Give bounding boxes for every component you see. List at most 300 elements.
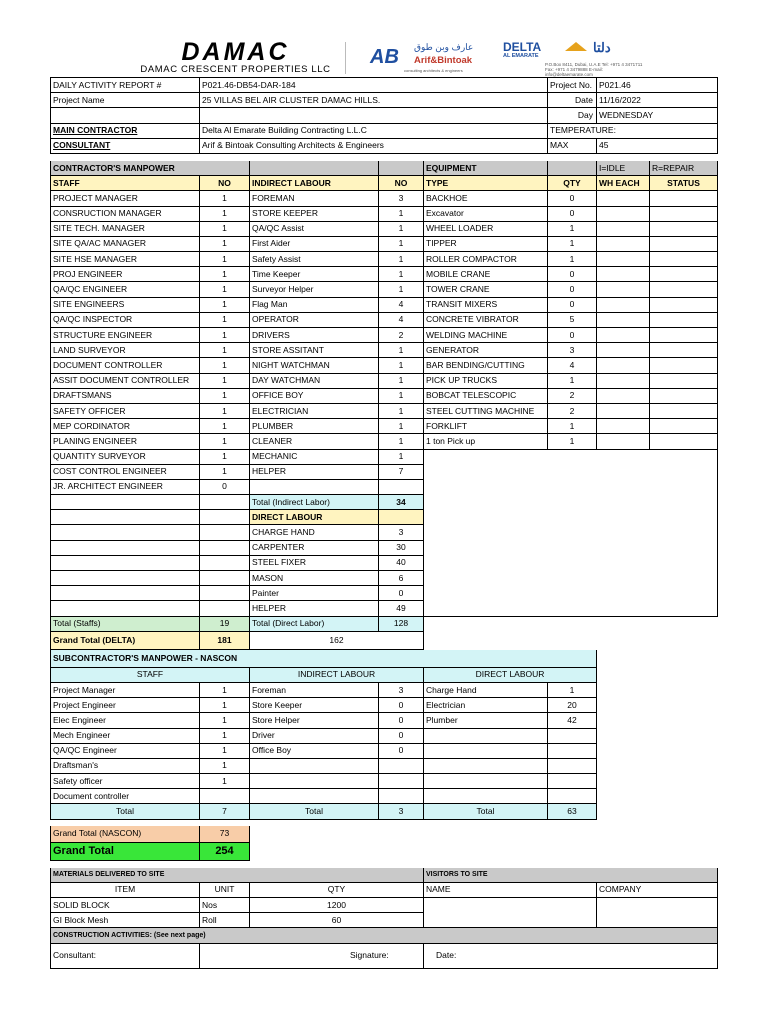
sub-staff-count — [200, 789, 250, 804]
material-qty: 1200 — [250, 898, 424, 913]
visitor-company-cell — [597, 898, 718, 928]
sub-staff-role: Safety officer — [51, 774, 200, 789]
manpower-row — [51, 419, 718, 434]
equipment-wh-each — [597, 221, 650, 236]
indirect-count: 1 — [379, 449, 424, 464]
equipment-wh-each — [597, 403, 650, 418]
grand-total-nascon-value: 73 — [200, 825, 250, 842]
subcontractor-row — [51, 774, 718, 789]
equipment-type-header: TYPE — [424, 176, 548, 191]
sub-staff-role: Elec Engineer — [51, 713, 200, 728]
sub-staff-role: Document controller — [51, 789, 200, 804]
staff-count: 1 — [200, 312, 250, 327]
equipment-type: GENERATOR — [424, 343, 548, 358]
total-staffs-value: 19 — [200, 616, 250, 631]
project-name-value: 25 VILLAS BEL AIR CLUSTER DAMAC HILLS. — [200, 93, 548, 108]
indirect-role: CLEANER — [250, 434, 379, 449]
material-row — [51, 898, 718, 913]
equipment-qty: 3 — [548, 343, 597, 358]
staff-count: 1 — [200, 403, 250, 418]
equipment-status — [650, 419, 718, 434]
sub-direct-count: 1 — [548, 682, 597, 697]
sub-indirect-role: Driver — [250, 728, 379, 743]
indirect-role: NIGHT WATCHMAN — [250, 358, 379, 373]
ab-tagline: consulting architects & engineers — [404, 68, 463, 73]
indirect-role: OPERATOR — [250, 312, 379, 327]
signoff-date-label: Date: — [424, 943, 718, 968]
equipment-status — [650, 312, 718, 327]
equipment-qty: 5 — [548, 312, 597, 327]
sub-indirect-count: 0 — [379, 728, 424, 743]
material-unit: Nos — [200, 898, 250, 913]
equipment-type: BAR BENDING/CUTTING — [424, 358, 548, 373]
qty-header: QTY — [250, 882, 424, 897]
total-indirect-label: Total (Indirect Labor) — [250, 495, 379, 510]
direct-role: STEEL FIXER — [250, 555, 379, 570]
direct-count: 0 — [379, 586, 424, 601]
day-value: WEDNESDAY — [597, 108, 718, 123]
daily-activity-report-table — [50, 77, 718, 969]
staff-role: SITE HSE MANAGER — [51, 252, 200, 267]
manpower-row — [51, 206, 718, 221]
equipment-type: Excavator — [424, 206, 548, 221]
consultant-value: Arif & Bintoak Consulting Architects & Engineers — [200, 138, 548, 153]
report-number-row — [51, 78, 718, 93]
indirect-count: 7 — [379, 464, 424, 479]
equipment-type: TIPPER — [424, 236, 548, 251]
indirect-role: QA/QC Assist — [250, 221, 379, 236]
project-no-value: P021.46 — [597, 78, 718, 93]
delta-subname: AL EMARATE — [503, 53, 539, 59]
damac-logo — [128, 40, 343, 76]
equipment-wh-each — [597, 328, 650, 343]
sub-total-staff-value: 7 — [200, 804, 250, 819]
manpower-row — [51, 373, 718, 388]
equipment-status — [650, 403, 718, 418]
direct-count: 6 — [379, 571, 424, 586]
staff-count: 1 — [200, 221, 250, 236]
staff-role: MEP CORDINATOR — [51, 419, 200, 434]
manpower-row — [51, 282, 718, 297]
indirect-count: 1 — [379, 419, 424, 434]
staff-role: PLANING ENGINEER — [51, 434, 200, 449]
indirect-role: Safety Assist — [250, 252, 379, 267]
direct-role: MASON — [250, 571, 379, 586]
material-item: GI Block Mesh — [51, 913, 200, 928]
staff-count: 1 — [200, 297, 250, 312]
sub-staff-count: 1 — [200, 682, 250, 697]
material-item: SOLID BLOCK — [51, 898, 200, 913]
staff-role: STRUCTURE ENGINEER — [51, 328, 200, 343]
indirect-role: OFFICE BOY — [250, 388, 379, 403]
consultant-label: CONSULTANT — [51, 138, 200, 153]
equipment-type: FORKLIFT — [424, 419, 548, 434]
visitor-name-cell — [424, 898, 597, 928]
sub-indirect-header: INDIRECT LABOUR — [250, 667, 424, 682]
sub-indirect-role: Store Keeper — [250, 698, 379, 713]
staff-count: 1 — [200, 419, 250, 434]
direct-count: 49 — [379, 601, 424, 616]
indirect-role: STORE KEEPER — [250, 206, 379, 221]
equipment-qty: 1 — [548, 252, 597, 267]
equipment-wh-each — [597, 388, 650, 403]
manpower-body — [51, 191, 718, 616]
sub-direct-role: Charge Hand — [424, 682, 548, 697]
subcontractor-title: SUBCONTRACTOR'S MANPOWER - NASCON — [51, 649, 597, 667]
day-row — [51, 108, 718, 123]
indirect-count: 4 — [379, 312, 424, 327]
sub-staff-role: QA/QC Engineer — [51, 743, 200, 758]
project-name-label: Project Name — [51, 93, 200, 108]
main-contractor-label: MAIN CONTRACTOR — [51, 123, 200, 138]
indirect-role: Surveyor Helper — [250, 282, 379, 297]
visitor-name-header: NAME — [424, 882, 597, 897]
damac-subtitle: DAMAC CRESCENT PROPERTIES LLC — [140, 64, 331, 75]
manpower-row — [51, 297, 718, 312]
sub-total-staff-label: Total — [51, 804, 200, 819]
equipment-qty: 0 — [548, 282, 597, 297]
signature-label: Signature: — [200, 943, 424, 968]
indirect-count: 1 — [379, 373, 424, 388]
equipment-title: EQUIPMENT — [424, 160, 548, 175]
grand-total-delta-label: Grand Total (DELTA) — [51, 631, 200, 649]
temperature-label: TEMPERATURE: — [548, 123, 718, 138]
indirect-header: INDIRECT LABOUR — [250, 176, 379, 191]
sub-indirect-count: 3 — [379, 682, 424, 697]
materials-title: MATERIALS DELIVERED TO SITE — [51, 867, 424, 882]
construction-activities-row — [51, 928, 718, 943]
staff-role: DRAFTSMANS — [51, 388, 200, 403]
status-header: STATUS — [650, 176, 718, 191]
indirect-count: 2 — [379, 328, 424, 343]
staff-count: 1 — [200, 252, 250, 267]
spacer-row — [51, 153, 718, 160]
indirect-count: 1 — [379, 252, 424, 267]
staff-header: STAFF — [51, 176, 200, 191]
sub-direct-header: DIRECT LABOUR — [424, 667, 597, 682]
staff-count: 1 — [200, 236, 250, 251]
staff-count: 1 — [200, 206, 250, 221]
indirect-role: FOREMAN — [250, 191, 379, 206]
manpower-row — [51, 236, 718, 251]
equipment-wh-each — [597, 419, 650, 434]
indirect-role: PLUMBER — [250, 419, 379, 434]
manpower-row — [51, 328, 718, 343]
equipment-qty: 2 — [548, 388, 597, 403]
direct-count: 30 — [379, 540, 424, 555]
equipment-type: PICK UP TRUCKS — [424, 373, 548, 388]
direct-role: CHARGE HAND — [250, 525, 379, 540]
visitor-company-header: COMPANY — [597, 882, 718, 897]
damac-wordmark: DAMAC — [181, 38, 290, 66]
indirect-count: 1 — [379, 206, 424, 221]
subcontractor-row — [51, 698, 718, 713]
equipment-status — [650, 267, 718, 282]
signoff-row — [51, 943, 718, 968]
materials-title-row — [51, 867, 718, 882]
staff-count: 1 — [200, 191, 250, 206]
indirect-count: 1 — [379, 343, 424, 358]
equipment-type: MOBILE CRANE — [424, 267, 548, 282]
equipment-status — [650, 343, 718, 358]
equipment-qty: 1 — [548, 419, 597, 434]
staff-role: SITE ENGINEERS — [51, 297, 200, 312]
subcontractor-title-row — [51, 649, 718, 667]
project-name-row — [51, 93, 718, 108]
staff-count: 1 — [200, 434, 250, 449]
total-staffs-row — [51, 616, 718, 631]
indirect-role: MECHANIC — [250, 449, 379, 464]
equipment-wh-each — [597, 373, 650, 388]
total-direct-value: 128 — [379, 616, 424, 631]
sub-staff-count: 1 — [200, 758, 250, 773]
equipment-wh-each — [597, 297, 650, 312]
equipment-qty: 0 — [548, 297, 597, 312]
equipment-qty: 1 — [548, 236, 597, 251]
main-contractor-row — [51, 123, 718, 138]
equipment-qty: 2 — [548, 403, 597, 418]
sub-staff-count: 1 — [200, 774, 250, 789]
delta-arabic-name: دلتا — [593, 40, 611, 55]
direct-count: 40 — [379, 555, 424, 570]
item-header: ITEM — [51, 882, 200, 897]
equipment-status — [650, 388, 718, 403]
equipment-qty: 1 — [548, 373, 597, 388]
manpower-row — [51, 343, 718, 358]
equipment-status — [650, 191, 718, 206]
equipment-type: WELDING MACHINE — [424, 328, 548, 343]
delta-logo — [503, 40, 645, 76]
sub-direct-count: 20 — [548, 698, 597, 713]
equipment-type: STEEL CUTTING MACHINE — [424, 403, 548, 418]
equipment-wh-each — [597, 206, 650, 221]
manpower-row — [51, 312, 718, 327]
grand-total-labour-value: 162 — [250, 631, 424, 649]
equipment-blank — [424, 449, 718, 616]
direct-labour-title: DIRECT LABOUR — [250, 510, 379, 525]
date-label: Date — [548, 93, 597, 108]
grand-total-label: Grand Total — [51, 842, 200, 860]
equipment-type: WHEEL LOADER — [424, 221, 548, 236]
sub-indirect-role: Office Boy — [250, 743, 379, 758]
equipment-type: BACKHOE — [424, 191, 548, 206]
material-qty: 60 — [250, 913, 424, 928]
total-staffs-label: Total (Staffs) — [51, 616, 200, 631]
equipment-wh-each — [597, 252, 650, 267]
sub-indirect-count: 0 — [379, 713, 424, 728]
sub-staff-header: STAFF — [51, 667, 250, 682]
equipment-status — [650, 252, 718, 267]
equipment-wh-each — [597, 358, 650, 373]
total-direct-label: Total (Direct Labor) — [250, 616, 379, 631]
delta-contact-info: P.O.Box 8411, Dubai, U.A.E Tel: +971 4 3471711 Fax: +971 4 3479888 E-mail: info@deltaemarate.com — [545, 62, 643, 77]
manpower-row — [51, 358, 718, 373]
staff-role: LAND SURVEYOR — [51, 343, 200, 358]
equipment-wh-each — [597, 312, 650, 327]
ab-logo-icon: AB — [370, 46, 399, 68]
staff-count: 1 — [200, 464, 250, 479]
indirect-role: First Aider — [250, 236, 379, 251]
logo-divider — [345, 42, 346, 74]
contractor-section-header — [51, 160, 718, 175]
staff-count: 1 — [200, 449, 250, 464]
sub-staff-role: Mech Engineer — [51, 728, 200, 743]
grand-total-value: 254 — [200, 842, 250, 860]
equipment-qty: 1 — [548, 434, 597, 449]
daily-activity-label: DAILY ACTIVITY REPORT # — [51, 78, 200, 93]
equipment-qty-header: QTY — [548, 176, 597, 191]
sub-total-direct-label: Total — [424, 804, 548, 819]
sub-staff-count: 1 — [200, 728, 250, 743]
ab-english-name: Arif&Bintoak — [414, 55, 473, 66]
sub-indirect-count: 0 — [379, 698, 424, 713]
indirect-count: 1 — [379, 221, 424, 236]
max-label: MAX — [548, 138, 597, 153]
staff-count: 1 — [200, 267, 250, 282]
equipment-qty: 0 — [548, 191, 597, 206]
staff-role: PROJ ENGINEER — [51, 267, 200, 282]
indirect-count: 1 — [379, 267, 424, 282]
indirect-count: 1 — [379, 403, 424, 418]
equipment-status — [650, 297, 718, 312]
sub-total-direct-value: 63 — [548, 804, 597, 819]
direct-role: HELPER — [250, 601, 379, 616]
staff-no-header: NO — [200, 176, 250, 191]
subcontractor-total-row — [51, 804, 718, 819]
direct-role: CARPENTER — [250, 540, 379, 555]
consultant-row — [51, 138, 718, 153]
roof-icon — [565, 42, 587, 51]
equipment-qty: 4 — [548, 358, 597, 373]
direct-count: 3 — [379, 525, 424, 540]
staff-count: 1 — [200, 388, 250, 403]
staff-role: COST CONTROL ENGINEER — [51, 464, 200, 479]
subcontractor-row — [51, 743, 718, 758]
equipment-type: BOBCAT TELESCOPIC — [424, 388, 548, 403]
equipment-qty: 0 — [548, 267, 597, 282]
indirect-count: 1 — [379, 434, 424, 449]
equipment-qty: 0 — [548, 206, 597, 221]
equipment-wh-each — [597, 267, 650, 282]
unit-header: UNIT — [200, 882, 250, 897]
staff-role: QUANTITY SURVEYOR — [51, 449, 200, 464]
grand-total-row — [51, 842, 718, 860]
equipment-type: TRANSIT MIXERS — [424, 297, 548, 312]
equipment-status — [650, 434, 718, 449]
equipment-status — [650, 221, 718, 236]
direct-role: Painter — [250, 586, 379, 601]
indirect-count: 4 — [379, 297, 424, 312]
consultant-signoff-label: Consultant: — [51, 943, 200, 968]
staff-role: JR. ARCHITECT ENGINEER — [51, 479, 200, 494]
indirect-role: STORE ASSITANT — [250, 343, 379, 358]
equipment-status — [650, 206, 718, 221]
equipment-type: ROLLER COMPACTOR — [424, 252, 548, 267]
indirect-count: 1 — [379, 236, 424, 251]
equipment-type: TOWER CRANE — [424, 282, 548, 297]
indirect-count: 1 — [379, 282, 424, 297]
sub-direct-role: Electrician — [424, 698, 548, 713]
equipment-status — [650, 236, 718, 251]
equipment-wh-each — [597, 236, 650, 251]
grand-total-delta-row — [51, 631, 718, 649]
manpower-row — [51, 252, 718, 267]
staff-count: 1 — [200, 328, 250, 343]
equipment-status — [650, 373, 718, 388]
sub-indirect-role: Foreman — [250, 682, 379, 697]
subcontractor-body — [51, 682, 718, 804]
indirect-no-header: NO — [379, 176, 424, 191]
main-contractor-value: Delta Al Emarate Building Contracting L.L.C — [200, 123, 548, 138]
indirect-role: Flag Man — [250, 297, 379, 312]
equipment-wh-each — [597, 191, 650, 206]
wh-each-header: WH EACH — [597, 176, 650, 191]
arif-bintoak-logo — [368, 40, 480, 76]
equipment-qty: 1 — [548, 221, 597, 236]
staff-role: SITE QA/AC MANAGER — [51, 236, 200, 251]
materials-header-row — [51, 882, 718, 897]
grand-total-nascon-label: Grand Total (NASCON) — [51, 825, 200, 842]
manpower-row — [51, 267, 718, 282]
material-unit: Roll — [200, 913, 250, 928]
equipment-type: CONCRETE VIBRATOR — [424, 312, 548, 327]
subcontractor-row — [51, 758, 718, 773]
indirect-role: DRIVERS — [250, 328, 379, 343]
staff-role: SITE TECH. MANAGER — [51, 221, 200, 236]
project-no-label: Project No. — [548, 78, 597, 93]
sub-staff-role: Draftsman's — [51, 758, 200, 773]
staff-count: 1 — [200, 373, 250, 388]
indirect-role: DAY WATCHMAN — [250, 373, 379, 388]
sub-staff-count: 1 — [200, 743, 250, 758]
spacer-row-3 — [51, 860, 718, 867]
max-value: 45 — [597, 138, 718, 153]
staff-role: QA/QC ENGINEER — [51, 282, 200, 297]
indirect-count: 1 — [379, 358, 424, 373]
date-value: 11/16/2022 — [597, 93, 718, 108]
sub-indirect-count: 0 — [379, 743, 424, 758]
visitors-title: VISITORS TO SITE — [424, 867, 718, 882]
staff-role: QA/QC INSPECTOR — [51, 312, 200, 327]
repair-legend: R=REPAIR — [650, 160, 718, 175]
manpower-row — [51, 191, 718, 206]
sub-direct-role: Plumber — [424, 713, 548, 728]
day-label: Day — [548, 108, 597, 123]
subcontractor-row — [51, 728, 718, 743]
equipment-status — [650, 358, 718, 373]
sub-staff-role: Project Engineer — [51, 698, 200, 713]
sub-indirect-role: Store Helper — [250, 713, 379, 728]
staff-role: ASSIT DOCUMENT CONTROLLER — [51, 373, 200, 388]
equipment-wh-each — [597, 282, 650, 297]
subcontractor-row — [51, 682, 718, 697]
ab-arabic-name: عارف وبن طوق — [414, 42, 474, 52]
indirect-role: Time Keeper — [250, 267, 379, 282]
sub-direct-count: 42 — [548, 713, 597, 728]
staff-count: 1 — [200, 343, 250, 358]
manpower-row — [51, 388, 718, 403]
sub-total-indirect-value: 3 — [379, 804, 424, 819]
contractor-manpower-title: CONTRACTOR'S MANPOWER — [51, 160, 250, 175]
total-indirect-value: 34 — [379, 495, 424, 510]
contractor-column-headers — [51, 176, 718, 191]
indirect-count: 1 — [379, 388, 424, 403]
construction-activities-label: CONSTRUCTION ACTIVITIES: (See next page) — [51, 928, 718, 943]
sub-staff-role: Project Manager — [51, 682, 200, 697]
subcontractor-row — [51, 713, 718, 728]
equipment-status — [650, 282, 718, 297]
staff-role: CONSRUCTION MANAGER — [51, 206, 200, 221]
